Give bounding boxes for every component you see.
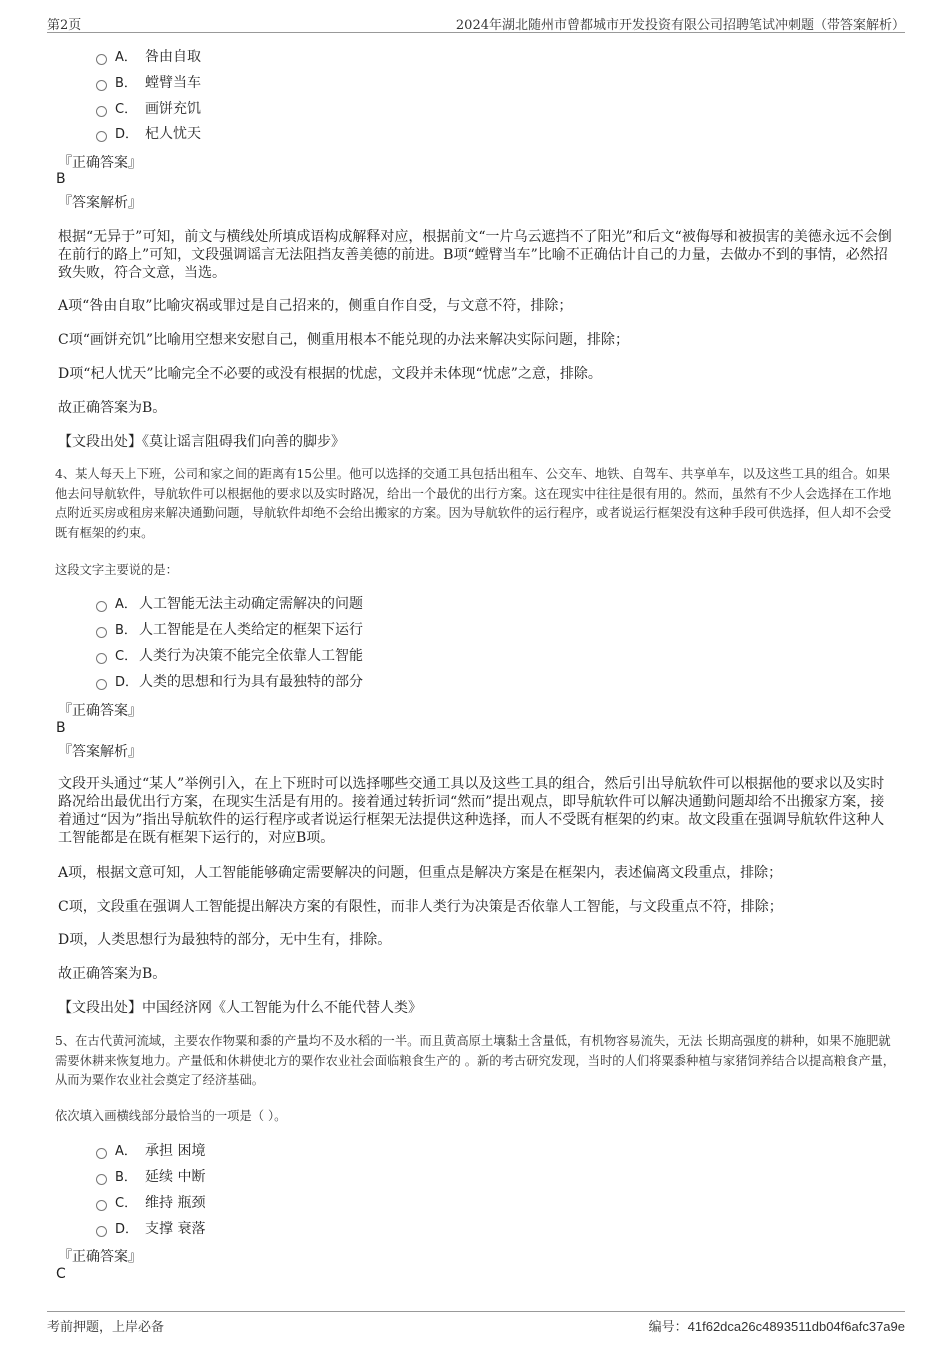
radio-icon[interactable] bbox=[96, 1226, 107, 1237]
q3-conclusion: 故正确答案为B。 bbox=[58, 400, 167, 416]
q5-option-b[interactable]: B． 延续 中断 bbox=[96, 1167, 205, 1187]
radio-icon[interactable] bbox=[96, 679, 107, 690]
q4-conclusion: 故正确答案为B。 bbox=[58, 966, 167, 982]
q4-analysis-label: 『答案解析』 bbox=[58, 744, 142, 760]
q3-analysis-label: 『答案解析』 bbox=[58, 195, 142, 211]
q4-option-d[interactable]: D．人类的思想和行为具有最独特的部分 bbox=[96, 672, 363, 692]
q5-prompt: 依次填入画横线部分最恰当的一项是（ ）。 bbox=[55, 1109, 287, 1123]
q5-option-a[interactable]: A． 承担 困境 bbox=[96, 1141, 205, 1161]
q5-option-d[interactable]: D． 支撑 衰落 bbox=[96, 1219, 205, 1239]
q3-option-d-note: D项“杞人忧天”比喻完全不必要的或没有根据的忧虑，文段并未体现“忧虑”之意，排除。 bbox=[58, 366, 602, 382]
q4-option-d-note: D项，人类思想行为最独特的部分，无中生有，排除。 bbox=[58, 932, 392, 948]
q3-option-b[interactable]: B． 螳臂当车 bbox=[96, 73, 201, 93]
q4-option-c[interactable]: C． 人类行为决策不能完全依靠人工智能 bbox=[96, 646, 363, 666]
radio-icon[interactable] bbox=[96, 54, 107, 65]
q4-option-a-note: A项，根据文意可知，人工智能能够确定需要解决的问题，但重点是解决方案是在框架内，表述偏离文段重点，排除； bbox=[58, 865, 783, 881]
radio-icon[interactable] bbox=[96, 1148, 107, 1159]
q5-answer: C bbox=[56, 1266, 66, 1282]
radio-icon[interactable] bbox=[96, 131, 107, 142]
radio-icon[interactable] bbox=[96, 1200, 107, 1211]
q4-prompt: 这段文字主要说的是： bbox=[55, 563, 178, 577]
radio-icon[interactable] bbox=[96, 1174, 107, 1185]
q3-analysis: 根据“无异于”可知，前文与横线处所填成语构成解释对应，根据前文“一片乌云遮挡不了阳光”和后文“被侮辱和被损害的美德永远不会倒在前行的路上”可知，文段强调谣言无法阻挡友善美德的前进。B项“螳臂当车”比喻不正确估计自己的力量，去做办不到的事情，必然招致失败，符合文意，当选。 bbox=[58, 229, 892, 281]
q4-option-a[interactable]: A． 人工智能无法主动确定需解决的问题 bbox=[96, 594, 363, 614]
page-header bbox=[47, 12, 905, 33]
q4-answer-label: 『正确答案』 bbox=[58, 703, 142, 719]
radio-icon[interactable] bbox=[96, 601, 107, 612]
q4-answer: B bbox=[56, 720, 66, 736]
q3-option-a-note: A项“咎由自取”比喻灾祸或罪过是自己招来的，侧重自作自受，与文意不符，排除； bbox=[58, 298, 573, 314]
q4-source: 【文段出处】中国经济网《人工智能为什么不能代替人类》 bbox=[58, 1000, 422, 1016]
q3-option-c[interactable]: C． 画饼充饥 bbox=[96, 99, 201, 119]
q3-source: 【文段出处】《莫让谣言阻碍我们向善的脚步》 bbox=[58, 434, 345, 450]
document-code: 编号：41f62dca26c4893511db04f6afc37a9e bbox=[648, 1319, 905, 1335]
footer-slogan: 考前押题，上岸必备 bbox=[47, 1320, 165, 1335]
page-footer bbox=[47, 1311, 905, 1336]
q4-stem: 4、某人每天上下班，公司和家之间的距离有15公里。他可以选择的交通工具包括出租车、公交车、地铁、自驾车、共享单车，以及这些工具的组合。如果他去问导航软件，导航软件可以根据他的要求以及实时路况，给出一个最优的出行方案。这在现实中往往是很有用的。然而，虽然有不少人会选择在工作地点附近买房或租房来解决通勤问题，导航软件却绝不会给出搬家的方案。因为导航软件的运行程序，或者说运行框架没有这种手段可供选择，但人却不会受既有框架的约束。 bbox=[55, 467, 892, 540]
radio-icon[interactable] bbox=[96, 80, 107, 91]
document-title: 2024年湖北随州市曾都城市开发投资有限公司招聘笔试冲刺题（带答案解析） bbox=[455, 18, 905, 33]
q5-answer-label: 『正确答案』 bbox=[58, 1249, 142, 1265]
radio-icon[interactable] bbox=[96, 627, 107, 638]
q3-option-a[interactable]: A． 咎由自取 bbox=[96, 47, 201, 67]
q3-option-d[interactable]: D． 杞人忧天 bbox=[96, 124, 201, 144]
radio-icon[interactable] bbox=[96, 653, 107, 664]
q3-answer-label: 『正确答案』 bbox=[58, 155, 142, 171]
q3-answer: B bbox=[56, 171, 66, 187]
page-number: 第2页 bbox=[47, 18, 82, 33]
q4-option-c-note: C项，文段重在强调人工智能提出解决方案的有限性，而非人类行为决策是否依靠人工智能，与文段重点不符，排除； bbox=[58, 899, 783, 915]
q3-option-c-note: C项“画饼充饥”比喻用空想来安慰自己，侧重用根本不能兑现的办法来解决实际问题，排除； bbox=[58, 332, 630, 348]
q4-option-b[interactable]: B． 人工智能是在人类给定的框架下运行 bbox=[96, 620, 363, 640]
radio-icon[interactable] bbox=[96, 106, 107, 117]
q4-analysis: 文段开头通过“某人”举例引入，在上下班时可以选择哪些交通工具以及这些工具的组合，然后引出导航软件可以根据他的要求以及实时路况给出最优出行方案，在现实生活是有用的。接着通过转折词“然而”提出观点，即导航软件可以解决通勤问题却给不出搬家方案，接着通过“因为”指出导航软件的运行程序或者说运行框架无法提供这种选择，而人不受既有框架的约束。故文段重在强调导航软件这种人工智能都是在既有框架下运行的，对应B项。 bbox=[58, 776, 885, 846]
q5-option-c[interactable]: C． 维持 瓶颈 bbox=[96, 1193, 205, 1213]
q5-stem: 5、在古代黄河流域，主要农作物粟和黍的产量均不及水稻的一半。而且黄高原土壤黏土含量低，有机物容易流失，无法 长期高强度的耕种，如果不施肥就需要休耕来恢复地力。产量低和休耕使北方的粟作农业社会面临粮食生产的 。新的考古研究发现，当时的人们将粟黍种植与家猪饲养结合以提高粮食产量，从而为粟作农业社会奠定了经济基础。 bbox=[55, 1034, 896, 1087]
